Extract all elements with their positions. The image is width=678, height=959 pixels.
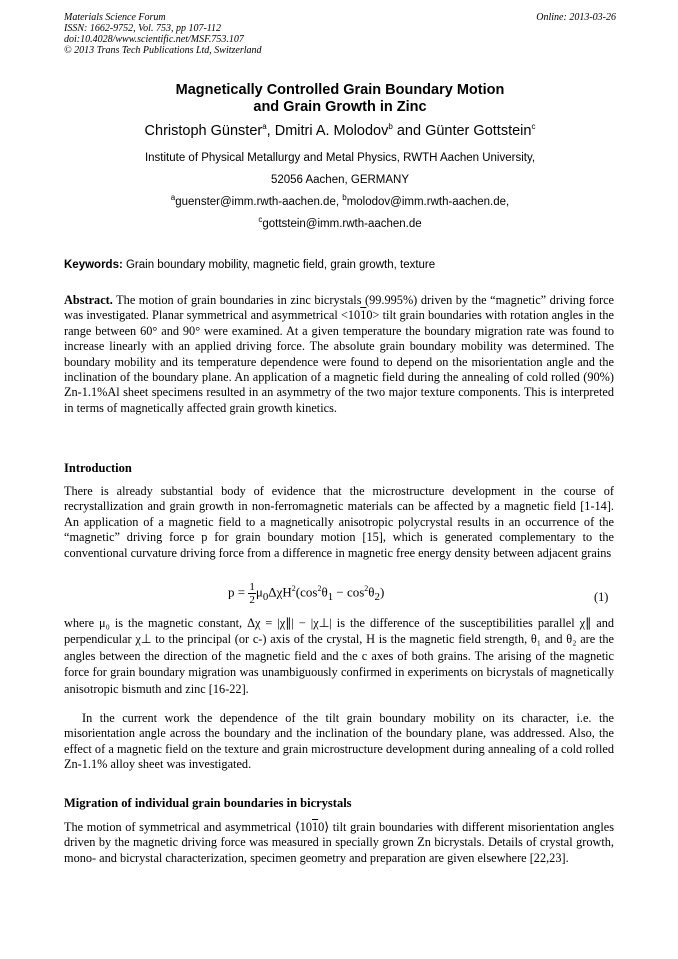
eq-sup: 2: [291, 584, 296, 594]
email-b: molodov@imm.rwth-aachen.de,: [346, 196, 510, 208]
migration-text-1: The motion of symmetrical and asymmetrical ⟨10: [64, 820, 312, 834]
eq-term: (cos: [295, 584, 318, 600]
author-name: Dmitri A. Molodov: [274, 123, 389, 139]
online-date: Online: 2013-03-26: [536, 12, 616, 23]
keywords-label: Keywords:: [64, 259, 123, 271]
migration-index-bar: 1: [312, 820, 319, 834]
equation-1: [228, 581, 384, 606]
eq-sup: 2: [364, 584, 369, 594]
journal-header: [64, 12, 616, 56]
title-line-1: Magnetically Controlled Grain Boundary Motion: [175, 82, 505, 98]
email-mark: b: [342, 193, 347, 203]
abstract: [64, 293, 614, 416]
author-name: Christoph Günster: [144, 123, 263, 139]
abstract-label: Abstract.: [64, 293, 113, 307]
author-affil-mark: c: [531, 122, 536, 132]
abstract-index-bar: 1: [360, 308, 367, 323]
affiliation-line-2: 52056 Aachen, GERMANY: [270, 174, 410, 186]
title-line-2: and Grain Growth in Zinc: [253, 99, 427, 115]
author-separator: ,: [266, 123, 275, 139]
email-mark: a: [170, 193, 176, 203]
eq-term: θ: [368, 584, 375, 600]
eq-sub: 2: [374, 591, 380, 604]
eq-term: μ: [255, 584, 263, 600]
affiliation-line-1: Institute of Physical Metallurgy and Metal Physics, RWTH Aachen University,: [144, 152, 536, 164]
eq-denominator: 2: [249, 594, 255, 606]
equation-number: (1): [594, 590, 609, 604]
migration-heading: Migration of individual grain boundaries in bicrystals: [64, 796, 352, 810]
author-name: Günter Gottstein: [425, 123, 532, 139]
eq-lhs: p =: [228, 584, 249, 600]
author-separator: and: [392, 123, 426, 139]
issn-line: ISSN: 1662-9752, Vol. 753, pp 107-112: [64, 23, 222, 34]
abstract-text-1: The motion of grain boundaries in zinc bicrystals (99.995%) driven by the “magnetic” driving force was investigated. Planar symmetrical and asymmetrical <10: [64, 293, 614, 323]
email-line-1: [64, 195, 616, 209]
eq-term: θ: [321, 584, 328, 600]
email-mark: c: [258, 215, 263, 225]
eq-fraction: [248, 581, 256, 606]
introduction-paragraph: There is already substantial body of evidence that the microstructure development in the course of recrystallization and grain growth in non-ferromagnetic materials can be affected by a magnetic field [1-14]. An application of a magnetic field to a magnetically anisotropic polycrystal results in an occurrence of the “magnetic” driving force p for grain boundary motion [15], which is generated complementary to the conventional curvature driving force from a difference in magnetic free energy density between adjacent grains: [64, 484, 614, 560]
eq-sub: 1: [327, 591, 334, 604]
abstract-text-2: 0> tilt grain boundaries with rotation angles in the range between 60° and 90° were examined. At a given temperature the boundary migration rate was found to increase linearly with an applied driving force. The absolute grain boundary mobility was determined. The boundary mobility and its temperature dependence were found to depend on the misorientation angle and the inclination of the boundary plane. An application of a magnetic field during the annealing of cold rolled (90%) Zn-1.1%Al sheet specimens resulted in an asymmetry of the two major texture components. This is interpreted in terms of magnetically affected grain growth kinetics.: [64, 308, 614, 415]
migration-text-2: 0⟩ tilt grain boundaries with different misorientation angles driven by the magnetic driving force was measured in specially grown Zn bicrystals. Details of crystal growth, mono- and bicrystal characterization, specimen geometry and preparation are given elsewhere [22,23].: [64, 820, 614, 865]
email-line-2: [64, 217, 616, 231]
keywords: [64, 258, 616, 272]
paper-title: [64, 82, 616, 116]
eq-term: − cos: [333, 584, 365, 600]
eq-sub: 0: [262, 591, 269, 604]
eq-numerator: 1: [249, 581, 255, 593]
doi-line: doi:10.4028/www.scientific.net/MSF.753.107: [64, 34, 244, 45]
eq-sup: 2: [317, 584, 322, 594]
copyright-line: © 2013 Trans Tech Publications Ltd, Switzerland: [64, 45, 262, 56]
email-a: guenster@imm.rwth-aachen.de,: [175, 196, 343, 208]
author-affil-mark: a: [262, 122, 267, 132]
keywords-text: Grain boundary mobility, magnetic field, grain growth, texture: [122, 259, 436, 271]
where-paragraph: where μ₀ is the magnetic constant, Δχ = |χ∥| − |χ⊥| is the difference of the susceptibilities parallel χ∥ and perpendicular χ⊥ to the principal (or c-) axis of the crystal, H is the magnetic field strength, θ₁ and θ₂ are the angles between the direction of the magnetic field and the c axes of both grains. The arising of the magnetic force for grain boundary migration was unambiguously confirmed in experiments on bicrystals of magnetically anisotropic bismuth and zinc [16-22].: [64, 616, 614, 696]
email-c: gottstein@imm.rwth-aachen.de: [262, 218, 422, 230]
current-work-paragraph: In the current work the dependence of the tilt grain boundary mobility on its character, i.e. the misorientation angle across the boundary and the inclination of the boundary plane, was addressed. Also, the effect of a magnetic field on the texture and grain microstructure development during annealing of a cold rolled Zn-1.1% alloy sheet was investigated.: [64, 711, 614, 772]
author-affil-mark: b: [388, 122, 393, 132]
eq-term: ): [379, 584, 385, 600]
introduction-heading: Introduction: [64, 461, 132, 475]
migration-paragraph: [64, 820, 614, 866]
journal-name: Materials Science Forum: [64, 12, 166, 23]
author-list: [64, 122, 616, 140]
eq-term: ΔχH: [268, 584, 292, 600]
